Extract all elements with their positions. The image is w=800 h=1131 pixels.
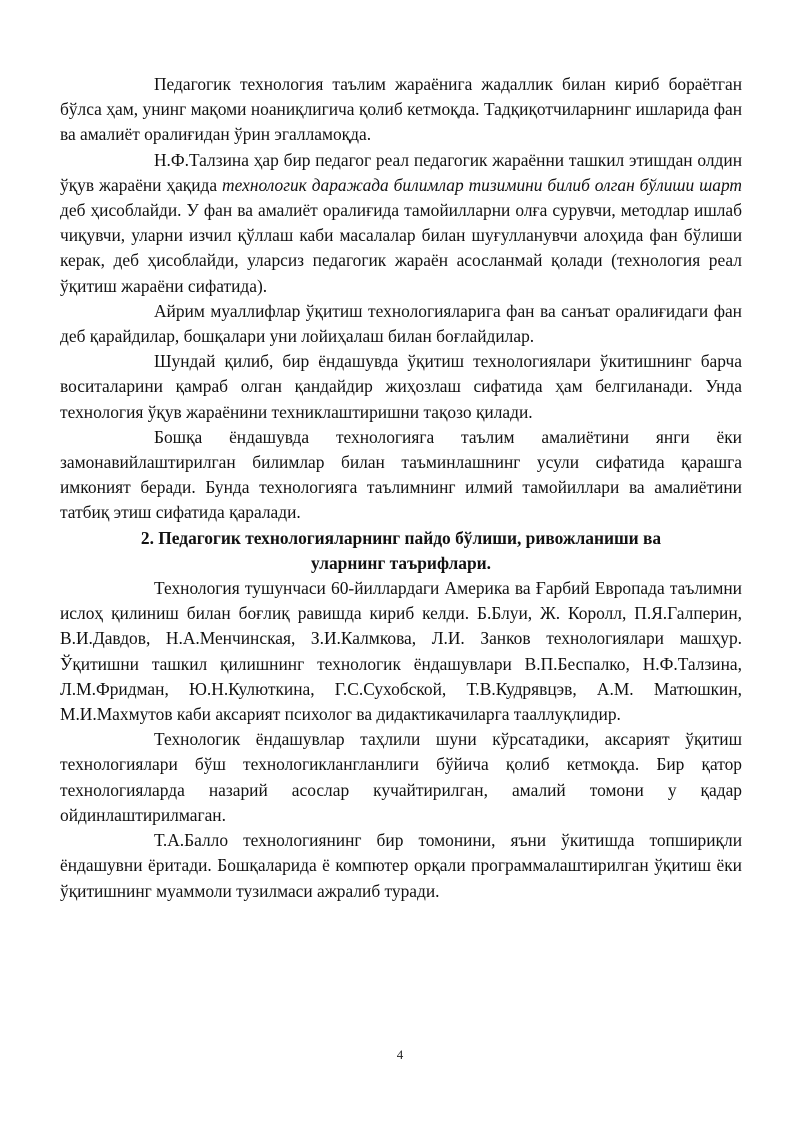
document-page [60, 72, 742, 904]
emphasized-text: технологик даражада билимлар тизимини билиб олган бўлиши шарт [222, 174, 742, 195]
paragraph-text: Н.Ф.Талзина ҳар бир педагог реал педагогик жараённи ташкил этишдан олдин ўқув жараёни ҳақида [60, 149, 742, 195]
section-heading-line: уларнинг таърифлари. [310, 552, 492, 573]
page-number: 4 [396, 1047, 404, 1062]
paragraph: Бошқа ёндашувда технологияга таълим амалиётини янги ёки замонавийлаштирилган билимлар билан таъминлашнинг усули сифатида қарашга имконият беради. Бунда технологияга таълимнинг илмий тамойиллари ва амалиётини татбиқ этиш сифатида қаралади. [60, 426, 742, 523]
paragraph-with-emphasis [60, 148, 742, 299]
section-heading-line: 2. Педагогик технологияларнинг пайдо бўлиши, ривожланиши ва [140, 527, 662, 548]
paragraph: Айрим муаллифлар ўқитиш технологияларига фан ва санъат оралиғидаги фан деб қарайдилар, бошқалари уни лойиҳалаш билан боғлайдилар. [60, 300, 742, 347]
paragraph: Шундай қилиб, бир ёндашувда ўқитиш технологиялари ўкитишнинг барча воситаларини қамраб олган қандайдир жиҳозлаш сифатида ҳам белгиланади. Унда технология ўқув жараёнини техниклаштиришни тақозо қилади. [60, 351, 742, 422]
paragraph: Технология тушунчаси 60-йиллардаги Америка ва Ғарбий Европада таълимни ислоҳ қилиниш билан боғлиқ равишда кириб келди. Б.Блуи, Ж. Королл, П.Я.Галперин, В.И.Давдов, Н.А.Менчинская, З.И.Калмкова, Л.И. Занков технологиялари машҳур. Ўқитишни ташкил қилишнинг технологик ёндашувлари В.П.Беспалко, Н.Ф.Талзина, Л.М.Фридман, Ю.Н.Кулюткина, Г.С.Сухобской, Т.В.Кудрявцэв, А.М. Матюшкин, М.И.Махмутов каби аксарият психолог ва дидактикачиларга тааллуқлидир. [60, 578, 742, 725]
paragraph: Технологик ёндашувлар таҳлили шуни кўрсатадики, аксарият ўқитиш технологиялари бўш технологиклангланлиги бўйича қолиб кетмоқда. Бир қатор технологияларда назарий асослар кучайтирилган, амалий томони у қадар ойдинлаштирилмаган. [60, 729, 742, 825]
section-heading [60, 526, 742, 576]
paragraph: Педагогик технология таълим жараёнига жадаллик билан кириб бораётган бўлса ҳам, унинг мақоми ноаниқлигича қолиб кетмоқда. Тадқиқотчиларнинг ишларида фан ва амалиёт оралиғидан ўрин эгалламоқда. [60, 74, 742, 145]
paragraph-text: деб ҳисоблайди. У фан ва амалиёт оралиғида тамойилларни олға сурувчи, методлар ишлаб чиқувчи, уларни изчил қўллаш каби масалалар билан шуғулланувчи алоҳида фан бўлиши керак, деб ҳисоблайди, уларсиз педагогик жараён асосланмай қолади (технология реал ўқитиш жараёни сифатида). [60, 200, 742, 296]
paragraph: Т.А.Балло технологиянинг бир томонини, яъни ўкитишда топшириқли ёндашувни ёритади. Бошқаларида ё компютер орқали программалаштирилган ўқитиш ёки ўқитишнинг муаммоли тузилмаси ажралиб туради. [60, 830, 742, 901]
